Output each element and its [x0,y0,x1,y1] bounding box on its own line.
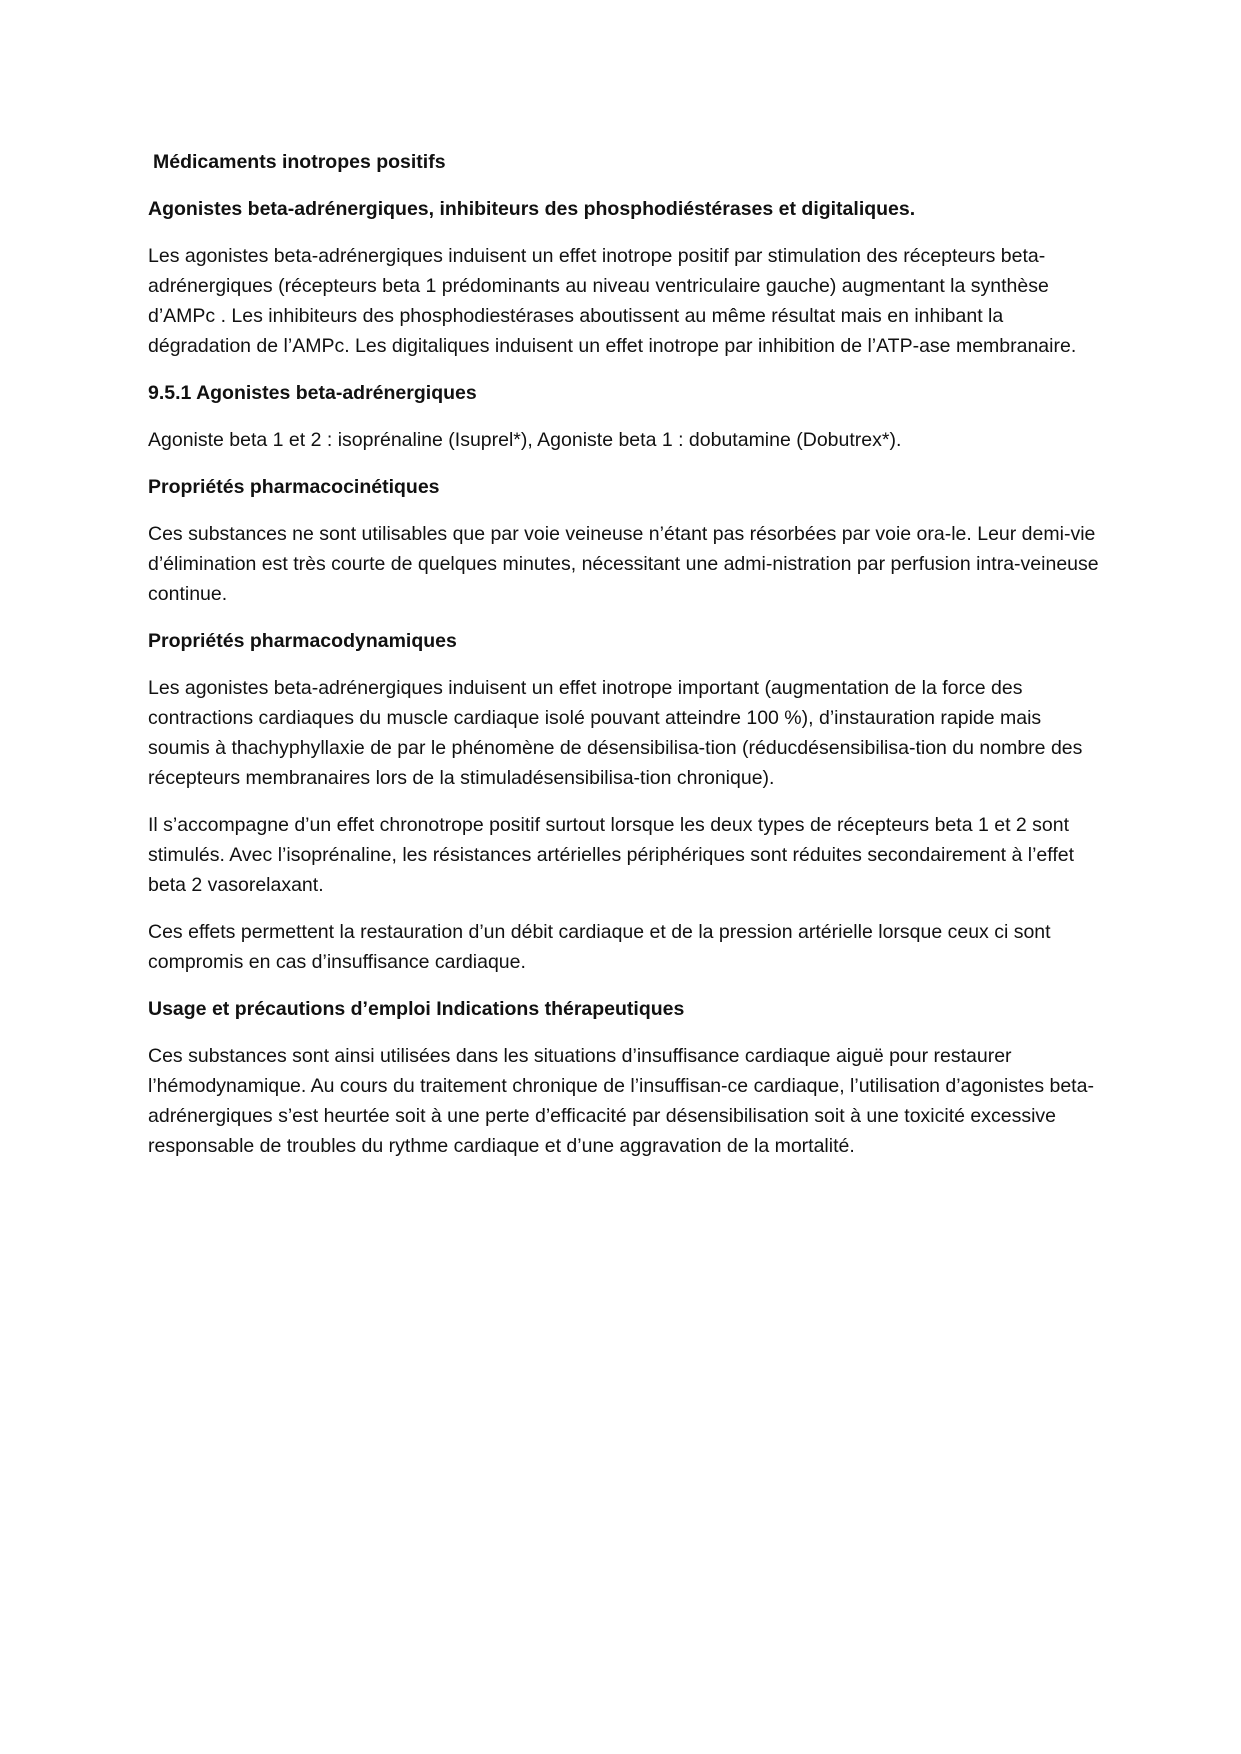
pharmacodynamics-paragraph-3: Ces effets permettent la restauration d’un débit cardiaque et de la pression artérielle lorsque ceux ci sont compromis en cas d’insuffisance cardiaque. [148,921,1051,973]
pharmacodynamics-heading: Propriétés pharmacodynamiques [148,630,457,652]
pharmacokinetics-heading: Propriétés pharmacocinétiques [148,476,440,498]
pharmacodynamics-paragraph-2: Il s’accompagne d’un effet chronotrope positif surtout lorsque les deux types de récepteurs beta 1 et 2 sont stimulés. Avec l’isoprénaline, les résistances artérielles périphériques sont réduites secondairement à l’effet beta 2 vasorelaxant. [148,814,1075,896]
subsection-heading: 9.5.1 Agonistes beta-adrénergiques [148,382,477,404]
document-page [148,147,1103,1178]
pharmacodynamics-paragraph-1: Les agonistes beta-adrénergiques induisent un effet inotrope important (augmentation de la force des contractions cardiaques du muscle cardiaque isolé pouvant atteindre 100 %), d’instauration rapide mais soumis à thachyphyllaxie de par le phénomène de désensibilisa-tion (réducdésensibilisa-tion du nombre des récepteurs membranaires lors de la stimuladésensibilisa-tion chronique). [148,677,1083,789]
pharmacokinetics-paragraph: Ces substances ne sont utilisables que par voie veineuse n’étant pas résorbées par voie ora-le. Leur demi-vie d’élimination est très courte de quelques minutes, nécessitant une admi-nistration par perfusion intra-veineuse continue. [148,523,1099,605]
agonists-list-paragraph: Agoniste beta 1 et 2 : isoprénaline (Isuprel*), Agoniste beta 1 : dobutamine (Dobutrex*). [148,429,902,451]
intro-paragraph: Les agonistes beta-adrénergiques induisent un effet inotrope positif par stimulation des récepteurs beta-adrénergiques (récepteurs beta 1 prédominants au niveau ventriculaire gauche) augmentant la synthèse d’AMPc . Les inhibiteurs des phosphodiestérases aboutissent au même résultat mais en inhibant la dégradation de l’AMPc. Les digitaliques induisent un effet inotrope par inhibition de l’ATP-ase membranaire. [148,245,1077,357]
document-title: Médicaments inotropes positifs [153,151,446,173]
usage-paragraph: Ces substances sont ainsi utilisées dans les situations d’insuffisance cardiaque aiguë pour restaurer l’hémodynamique. Au cours du traitement chronique de l’insuffisan-ce cardiaque, l’utilisation d’agonistes beta-adrénergiques s’est heurtée soit à une perte d’efficacité par désensibilisation soit à une toxicité excessive responsable de troubles du rythme cardiaque et d’une aggravation de la mortalité. [148,1045,1094,1157]
section-heading: Agonistes beta-adrénergiques, inhibiteurs des phosphodiéstérases et digitaliques. [148,198,916,220]
usage-heading: Usage et précautions d’emploi Indications thérapeutiques [148,998,685,1020]
